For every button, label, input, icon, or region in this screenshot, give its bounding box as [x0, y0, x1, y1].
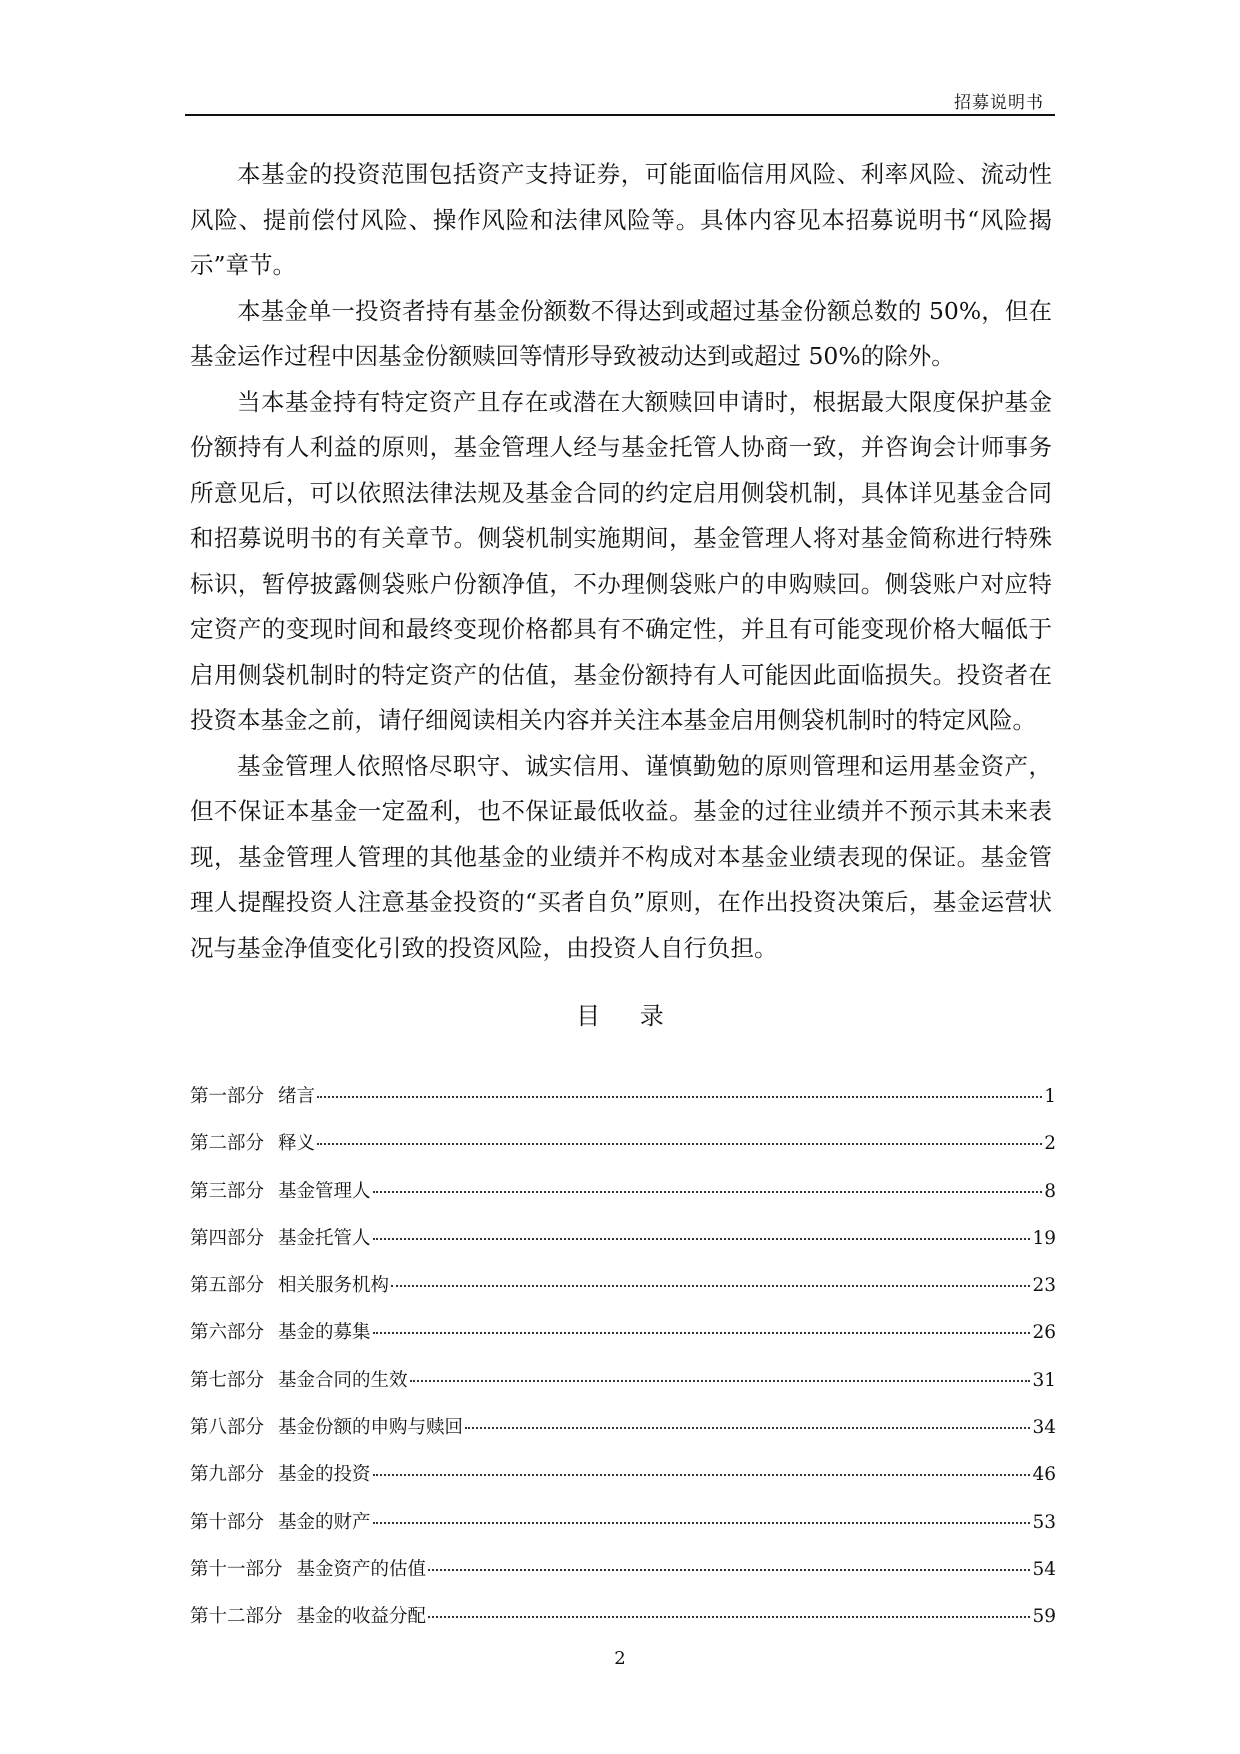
toc-entry-part: 第六部分: [190, 1322, 265, 1344]
toc-entry-page: 8: [1044, 1180, 1056, 1202]
toc-entry-page: 26: [1032, 1322, 1056, 1344]
toc-entry[interactable]: [190, 1555, 1056, 1602]
toc-entry-part: 第十一部分: [190, 1558, 283, 1580]
toc-dot-leader: [373, 1191, 1043, 1193]
body-text: [190, 152, 1052, 971]
toc-entry-page: 2: [1044, 1133, 1056, 1155]
toc-entry-part: 第四部分: [190, 1227, 265, 1249]
toc-entry-title: 基金的募集: [278, 1322, 371, 1344]
toc-entry-part: 第七部分: [190, 1369, 265, 1391]
toc-title: 目 录: [576, 1002, 664, 1030]
toc-entry[interactable]: [190, 1602, 1056, 1649]
toc-entry-part: 第十部分: [190, 1511, 265, 1533]
toc-dot-leader: [428, 1569, 1030, 1571]
toc-entry-title: 基金的收益分配: [296, 1606, 427, 1628]
toc-entry-part: 第一部分: [190, 1086, 265, 1107]
toc-dot-leader: [373, 1238, 1031, 1240]
toc-entry-title: 释义: [278, 1133, 316, 1155]
paragraph-side-pocket: 当本基金持有特定资产且存在或潜在大额赎回申请时，根据最大限度保护基金份额持有人利益的原则，基金管理人经与基金托管人协商一致，并咨询会计师事务所意见后，可以依照法律法规及基金合同的约定启用侧袋机制，具体详见基金合同和招募说明书的有关章节。侧袋机制实施期间，基金管理人将对基金简称进行特殊标识，暂停披露侧袋账户份额净值，不办理侧袋账户的申购赎回。侧袋账户对应特定资产的变现时间和最终变现价格都具有不确定性，并且有可能变现价格大幅低于启用侧袋机制时的特定资产的估值，基金份额持有人可能因此面临损失。投资者在投资本基金之前，请仔细阅读相关内容并关注本基金启用侧袋机制时的特定风险。: [190, 387, 1052, 734]
paragraph-disclaimer: 基金管理人依照恪尽职守、诚实信用、谨慎勤勉的原则管理和运用基金资产，但不保证本基金一定盈利，也不保证最低收益。基金的过往业绩并不预示其未来表现，基金管理人管理的其他基金的业绩并不构成对本基金业绩表现的保证。基金管理人提醒投资人注意基金投资的“买者自负”原则，在作出投资决策后，基金运营状况与基金净值变化引致的投资风险，由投资人自行负担。: [190, 751, 1052, 962]
toc-entry-part: 第三部分: [190, 1180, 265, 1202]
toc-entry-title: 基金合同的生效: [278, 1369, 408, 1391]
toc-dot-leader: [317, 1143, 1042, 1145]
paragraph-holding-limit: 本基金单一投资者持有基金份额数不得达到或超过基金份额总数的 50%，但在基金运作过程中因基金份额赎回等情形导致被动达到或超过 50%的除外。: [190, 296, 1052, 370]
toc-entry-part: 第八部分: [190, 1417, 265, 1439]
toc-entry[interactable]: [190, 1271, 1056, 1318]
running-header: 招募说明书: [954, 93, 1044, 113]
toc-entry-title: 基金份额的申购与赎回: [278, 1417, 464, 1439]
toc-entry-page: 53: [1032, 1511, 1056, 1533]
toc-entry-title: 基金的投资: [278, 1464, 371, 1486]
toc-dot-leader: [465, 1427, 1030, 1429]
paragraph-risk-scope: 本基金的投资范围包括资产支持证券，可能面临信用风险、利率风险、流动性风险、提前偿付风险、操作风险和法律风险等。具体内容见本招募说明书“风险揭示”章节。: [190, 160, 1052, 279]
toc-entry-page: 54: [1032, 1558, 1056, 1580]
toc-dot-leader: [428, 1616, 1030, 1618]
toc-entry[interactable]: [190, 1082, 1056, 1129]
toc-entry[interactable]: [190, 1318, 1056, 1365]
toc-entry[interactable]: [190, 1413, 1056, 1460]
page-number: 2: [614, 1648, 626, 1669]
header-divider: [185, 114, 1055, 116]
toc-entry-part: 第五部分: [190, 1275, 265, 1297]
table-of-contents: [190, 1082, 1056, 1650]
toc-entry[interactable]: [190, 1177, 1056, 1224]
toc-entry-page: 46: [1032, 1464, 1056, 1486]
toc-entry-title: 绪言: [278, 1086, 316, 1107]
toc-entry-page: 1: [1044, 1086, 1056, 1107]
toc-entry-part: 第十二部分: [190, 1606, 283, 1628]
toc-dot-leader: [391, 1285, 1030, 1287]
toc-entry-page: 19: [1032, 1227, 1056, 1249]
toc-entry-page: 31: [1032, 1369, 1056, 1391]
toc-entry-part: 第二部分: [190, 1133, 265, 1155]
toc-dot-leader: [373, 1474, 1031, 1476]
toc-dot-leader: [410, 1380, 1031, 1382]
toc-entry[interactable]: [190, 1224, 1056, 1271]
toc-entry-page: 23: [1032, 1275, 1056, 1297]
toc-entry-page: 59: [1032, 1606, 1056, 1628]
toc-entry[interactable]: [190, 1508, 1056, 1555]
toc-entry-title: 基金托管人: [278, 1227, 371, 1249]
toc-entry-page: 34: [1032, 1417, 1056, 1439]
toc-dot-leader: [317, 1096, 1042, 1098]
toc-entry-part: 第九部分: [190, 1464, 265, 1486]
toc-entry[interactable]: [190, 1129, 1056, 1176]
toc-entry-title: 基金的财产: [278, 1511, 371, 1533]
toc-entry-title: 基金资产的估值: [296, 1558, 427, 1580]
toc-entry[interactable]: [190, 1366, 1056, 1413]
toc-entry[interactable]: [190, 1460, 1056, 1507]
toc-entry-title: 基金管理人: [278, 1180, 371, 1202]
toc-dot-leader: [373, 1522, 1031, 1524]
toc-entry-title: 相关服务机构: [278, 1275, 390, 1297]
toc-dot-leader: [373, 1332, 1031, 1334]
